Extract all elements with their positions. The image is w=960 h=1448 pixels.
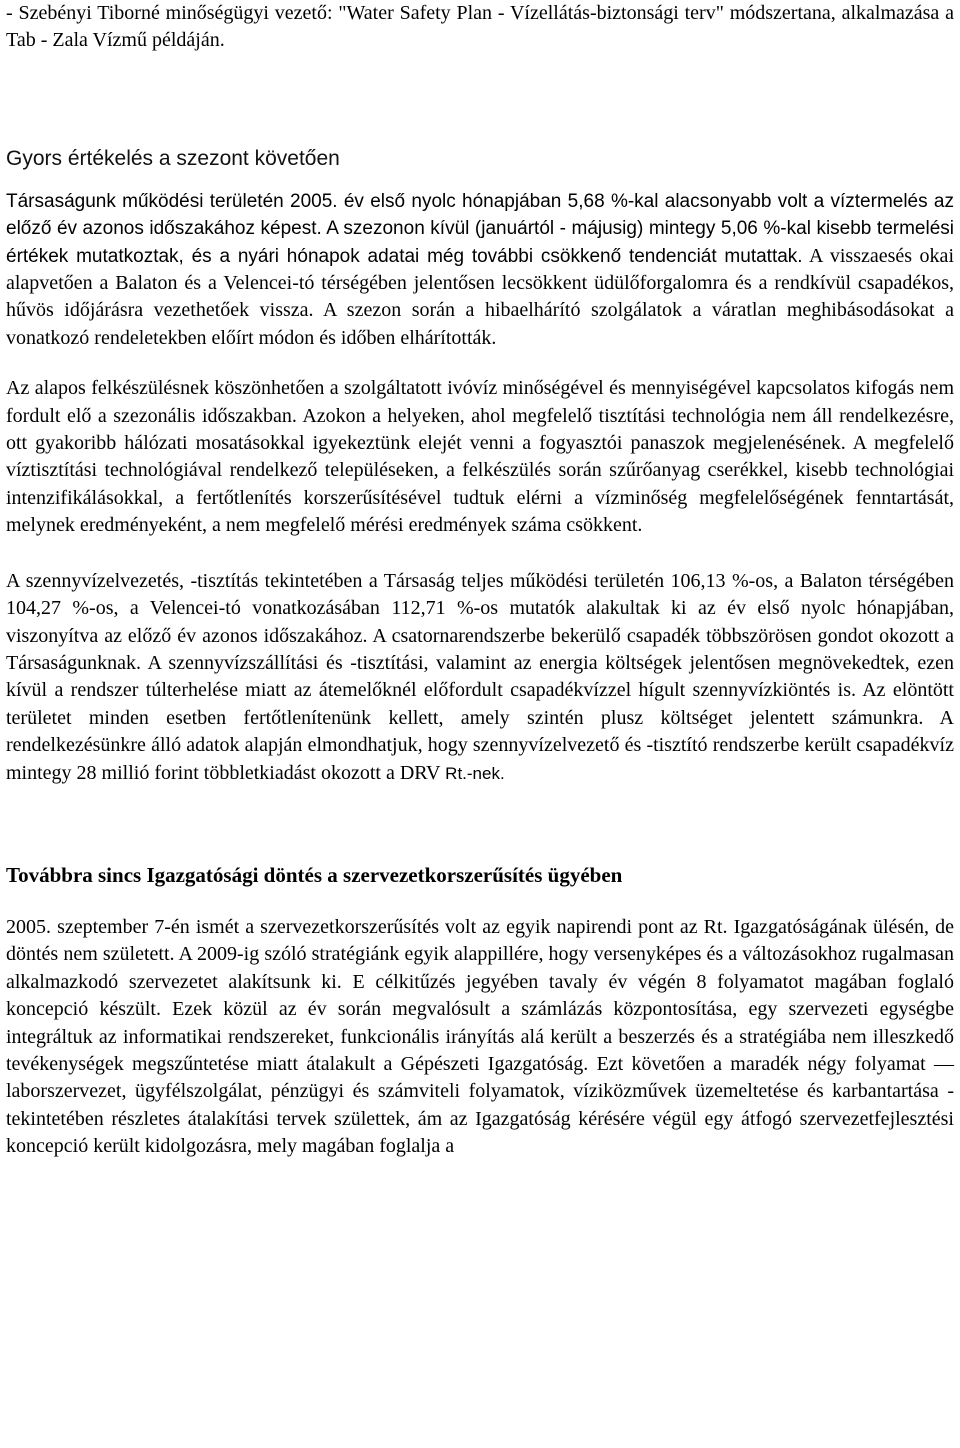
paragraph-sewage xyxy=(6,568,954,787)
section-heading-reorganization: Továbbra sincs Igazgatósági döntés a szervezetkorszerűsítés ügyében xyxy=(6,862,623,887)
paragraph-production-decline xyxy=(6,188,954,352)
paragraph-reorganization: 2005. szeptember 7-én ismét a szervezetkorszerűsítés volt az egyik napirendi pont az Rt. Igazgatóságának ülésén, de döntés nem született. A 2009-ig szóló stratégiánk egyik alappillére, hogy versenyképes és a változásokhoz rugalmasan alkalmazkodó szervezetet alakítsunk ki. E célkitűzés jegyében tavaly év végén 8 folyamatot magában foglaló koncepció készült. Ezek közül az év során megvalósult a számlázás központosítása, egy szervezeti egységbe integráltuk az informatikai rendszereket, funkcionális irányítás alá került a beszerzés és a stratégiába nem illeszkedő tevékenységek megszűntetése miatt átalakult a Gépészeti Igazgatóság. Ezt követően a maradék négy folyamat — laborszervezet, ügyfélszolgálat, pénzügyi és számviteli folyamatok, víziközművek üzemeltetése és karbantartása - tekintetében részletes átalakítási tervek születtek, ám az Igazgatóság kérésére végül egy átfogó szervezetfejlesztési koncepció került kidolgozásra, mely magában foglalja a xyxy=(6,915,954,1158)
paragraph-sewage-main-text: A szennyvízelvezetés, -tisztítás tekintetében a Társaság teljes működési területén 106,13 %-os, a Balaton térségében 104,27 %-os, a Velencei-tó vonatkozásában 112,71 %-os mutatók alakultak ki az év első nyolc hónapjában, viszonyítva az előző év azonos időszakához. A csatornarendszerbe bekerülő csapadék többszörösen gondot okozott a Társaságunknak. A szennyvízszállítási és -tisztítási, valamint az energia költségek jelentősen megnövekedtek, ezen kívül a rendszer túlterhelése miatt az átemelőknél előfordult csapadékvízzel hígult szennyvízkiöntés is. Az elöntött területet minden esetben fertőtlenítenünk kellett, amely szintén plusz költséget jelentett számunkra. A rendelkezésünkre álló adatok alapján elmondhatjuk, hogy szennyvízelvezető és -tisztító rendszerbe került csapadékvíz mintegy 28 millió forint többletkiadást okozott a DRV xyxy=(6,569,954,784)
document-page xyxy=(6,0,954,1161)
section-heading-quick-evaluation: Gyors értékelés a szezont követően xyxy=(6,146,340,170)
paragraph-water-quality: Az alapos felkészülésnek köszönhetően a szolgáltatott ivóvíz minőségével és mennyiségével kapcsolatos kifogás nem fordult elő a szezonális időszakban. Azokon a helyeken, ahol megfelelő tisztítási technológia nem áll rendelkezésre, ott gyakoribb hálózati mosatásokkal igyekeztünk elejét venni a fogyasztói panaszok megjelenésének. A megfelelő víztisztítási technológiával rendelkező településeken, a felkészülés során szűrőanyag cserékkel, kisebb technológiai intenzifikálásokkal, a fertőtlenítés korszerűsítésével tudtuk elérni a vízminőség megfelelőségének fenntartását, melynek eredményeként, a nem megfelelő mérési eredmények száma csökkent. xyxy=(6,377,954,537)
paragraph-production-serif-text: A visszaesés okai alapvetően a Balaton és a Velencei-tó térségében jelentősen lecsökkent üdülőforgalomra és a rendkívül csapadékos, hűvös időjárásra vezethetőek vissza. A szezon során a hibaelhárító szolgálatok a váratlan meghibásodásokat a vonatkozó rendeletekben előírt módon és időben elhárították. xyxy=(6,244,954,349)
paragraph-production-sans-text: Társaságunk működési területén 2005. év első nyolc hónapjában 5,68 %-kal alacsonyabb volt a víztermelés az előző év azonos időszakához képest. A szezonon kívül (januártól - májusig) mintegy 5,06 %-kal kisebb termelési értékek mutatkoztak, és a nyári hónapok adatai még további csökkenő tendenciát mutattak. xyxy=(6,190,954,267)
intro-paragraph: - Szebényi Tiborné minőségügyi vezető: "Water Safety Plan - Vízellátás-biztonsági terv" módszertana, alkalmazása a Tab - Zala Vízmű példáján. xyxy=(6,2,954,52)
paragraph-sewage-tail-text: Rt.-nek. xyxy=(440,763,505,783)
